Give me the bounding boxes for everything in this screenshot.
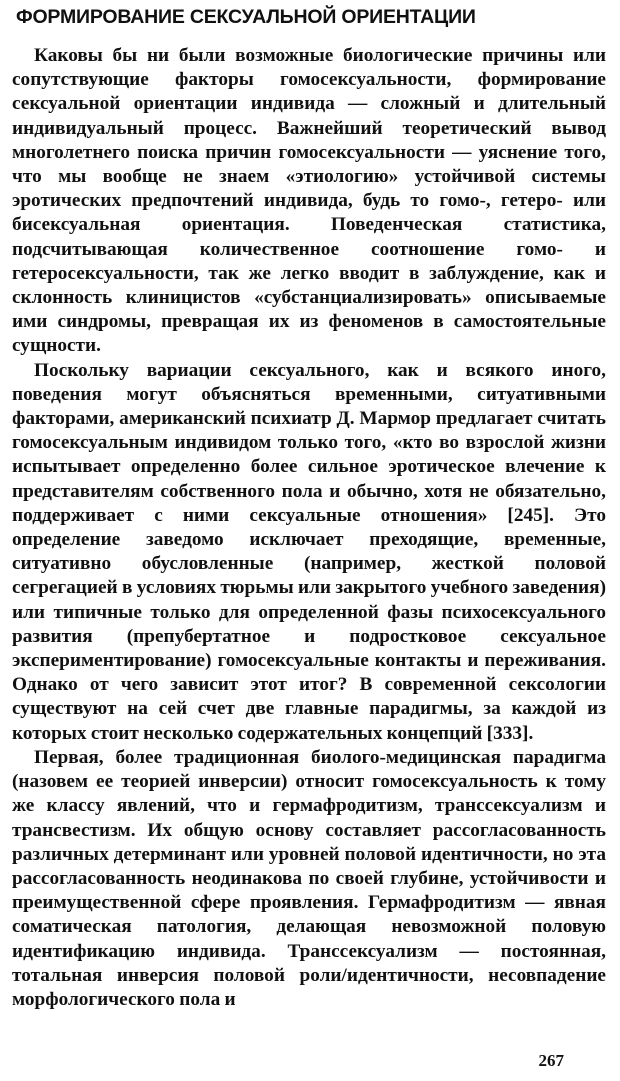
- page-number: 267: [538, 1051, 564, 1070]
- paragraph-1: Каковы бы ни были возможные биологические причины или сопутствующие факторы гомосексуальности, формирование сексуальной ориентации индивида — сложный и длительный индивидуальный процесс. Важнейший теоретический вывод многолетнего поиска причин гомосексуальности — уяснение того, что мы вообще не знаем «этиологию» устойчивой системы эротических предпочтений индивида, будь то гомо-, гетеро- или бисексуальная ориентация. Поведенческая статистика, подсчитывающая количественное соотношение гомо- и гетеросексуальности, так же легко вводит в заблуждение, как и склонность клиницистов «субстанциализировать» описываемые ими синдромы, превращая их из феноменов в самостоятельные сущности.: [12, 45, 606, 357]
- paragraph-2: Поскольку вариации сексуального, как и всякого иного, поведения могут объясняться временными, ситуативными факторами, американский психиатр Д. Мармор предлагает считать гомосексуальным индивидом только того, «кто во взрослой жизни испытывает определенно более сильное эротическое влечение к представителям собственного пола и обычно, хотя не обязательно, поддерживает с ними сексуальные отношения» [245]. Это определение заведомо исключает преходящие, временные, ситуативно обусловленные (например, жесткой половой сегрегацией в условиях тюрьмы или закрытого учебного заведения) или типичные только для определенной фазы психосексуального развития (препубертатное и подростковое сексуальное экспериментирование) гомосексуальные контакты и переживания. Однако от чего зависит этот итог? В современной сексологии существуют на сей счет две главные парадигмы, за каждой из которых стоит несколько содержательных концепций [333].: [12, 359, 606, 744]
- chapter-title: ФОРМИРОВАНИЕ СЕКСУАЛЬНОЙ ОРИЕНТАЦИИ: [16, 6, 476, 28]
- paragraph-3: Первая, более традиционная биолого-медицинская парадигма (назовем ее теорией инверсии) относит гомосексуальность к тому же классу явлений, что и гермафродитизм, транссексуализм и трансвестизм. Их общую основу составляет рассогласованность различных детерминант или уровней половой идентичности, но эта рассогласованность неодинакова по своей глубине, устойчивости и преимущественной сфере проявления. Гермафродитизм — явная соматическая патология, делающая невозможной половую идентификацию индивида. Транссексуализм — постоянная, тотальная инверсия половой роли/идентичности, несовпадение морфологического пола и: [12, 746, 606, 1010]
